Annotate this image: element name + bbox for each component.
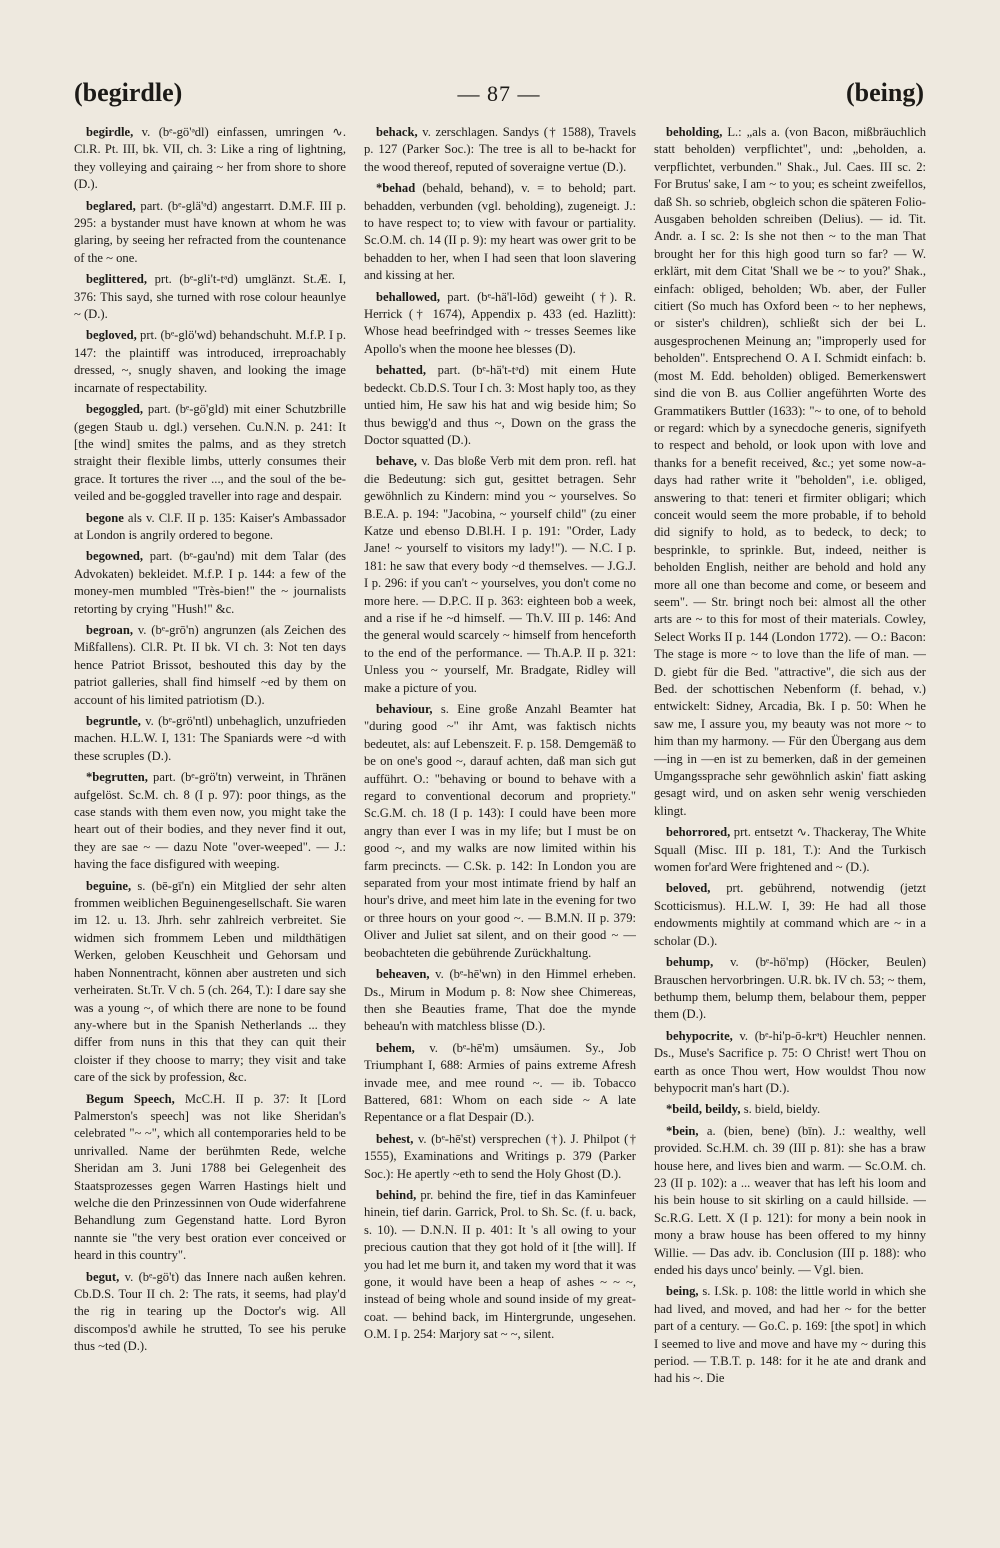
entry-text: prt. entsetzt ∿. Thackeray, The White Squall (Misc. III p. 181, T.): And the Turkisch women for'ard Were frightened and ~ (D.). [654,825,926,875]
entry-text: part. (bᵉ-glä'ᵊd) angestarrt. D.M.F. III p. 295: a bystander must have known at whom he was glaring, by seeing her refracted from the countenance of the ~ one. [74,198,346,265]
dictionary-entry [74,271,346,323]
entry-text: L.: „als a. (von Bacon, mißbräuchlich statt beholden) verpflichtet", und: „beholden, a. verpflichtet, verbunden." Shak., Jul. Caes. III sc. 2: For Brutus' sake, I am ~ to you; es scheint zweifellos, daß Sh. so schrieb, obgleich schon die späteren Folio-Ausgaben beholden schreiben (Delius). — id. Tit. Andr. a. I sc. 2: Is she not then ~ to the man That brought her for this high good turn so far? — W. erklärt, mit dem Citat 'Shall we be ~ to you?' Shak., einfach: obliged, beholden; Wb. aber, der Fuller citiert (So much has Oxford been ~ to her nephews, or sister's children), schließt sich der bei L. ausgesprochenen Meinung an; "improperly used for beholden". Entsprechend O. A I. Schmidt einfach: b. (most M. Edd. beholden) obliged. Bemerkenswert sind die von B. aus Collier angeführten Worte des Grammatikers Buttler (1633): "~ to one, of to behold or regard: which by a synecdoche generis, signifyeth to respect and behold, or look upon with love and thanks for a benefit received, &c.; yet some now-a-days had rather write it "beholden", i.e. obliged, answering to that: teneri et firmiter obligari; which conceit would seem the more probable, if to behold did signify to hold, as to bedeck, to deck; to besprinkle, to sprinkle. But, indeed, neither is beholden English, neither are behold and hold any more all one than become and come, or beseem and seem". — Str. bringt noch bei: almost all the other arts are ~ to this for most of their materials. Cowley, Select Works II p. 144 (London 1772). — O.: Bacon: The stage is more ~ to love than the life of man. — D. giebt für die Bed. "attractive", die sich aus der Bed. der schottischen Nebenform (f. behad, v.) entwickelt: Sidney, Arcadia, Bk. I p. 50: When he saw me, I assure you, my beauty was not more ~ to him than my harmony. — Für den Übergang aus dem —ing in —en ist zu bemerken, daß in der gemeinen Umgangssprache sehr gewöhnlich askin' fiatt asking gesagt wird, und on asken sehr wenig verschieden klingt. [654,125,926,818]
entry-headword: Begum Speech, [86,1091,175,1106]
header-right-catchword: (being) [846,78,924,107]
entry-text: v. (bᵉ-hö'mp) (Höcker, Beulen) Brauschen hervorbringen. U.R. bk. IV ch. 53; ~ them, bethump them, belump them, belabour them, pepper them (D.). [654,955,926,1022]
entry-text: pr. behind the fire, tief in das Kaminfeuer hinein, tief darin. Garrick, Prol. to Sh. Sc. (f. u. back, s. 10). — D.N.N. II p. 401: It 's all owing to your precious caution that they got hold of it [the will]. If you had let me burn it, and taken my word that it was gone, it would have been a heap of ashes ~ ~ ~, instead of being whole and sound inside of my great-coat. — behind back, im Hintergrunde, ungesehen. O.M. I p. 254: Marjory sat ~ ~, silent. [364,1187,636,1342]
page-number: — 87 — [457,81,541,106]
entry-headword: beloved, [666,881,711,896]
entry-headword: behallowed, [376,289,441,304]
entry-headword: begroan, [86,622,133,637]
entry-text: v. (bᵉ-hē'm) umsäumen. Sy., Job Triumphant I, 688: Armies of pains extreme Afresh invade mee, and mee round ~. — ib. Tobacco Battered, 681: Whom on each side ~ A late Repentance or a flat Despair (D.). [364,1040,636,1125]
entry-headword: behypocrite, [666,1028,733,1043]
entry-headword: begirdle, [86,125,134,139]
dictionary-entry [74,401,346,505]
entry-headword: beglared, [86,198,136,213]
entry-text: v. zerschlagen. Sandys († 1588), Travels p. 127 (Parker Soc.): The tree is all to be-hackt for the wood thereof, reputed of soveraigne vertue (D.). [364,125,636,174]
dictionary-entry [364,289,636,359]
dictionary-entry [74,878,346,1087]
entry-text: v. (bᵉ-gö'ᵊdl) einfassen, umringen ∿. Cl.R. Pt. III, bk. VII, ch. 3: Like a ring of lightning, they volleying and çairaing ~ her from shore to shore (D.). [74,125,346,192]
entry-text: prt. (bᵉ-gli't-tᵊd) umglänzt. St.Æ. I, 376: This sayd, she turned with rose colour heaunlye ~ (D.). [74,272,346,322]
column-1 [74,124,346,1504]
entry-headword: being, [666,1284,699,1299]
entry-text: als v. Cl.F. II p. 135: Kaiser's Ambassador at London is angrily ordered to begone. [74,510,346,542]
entry-text: McC.H. II p. 37: It [Lord Palmerston's speech] was not like Sheridan's celebrated "~ ~", which all contemporaries held to be unrivalled. Name der berühmten Rede, welche Sheridan am 3. Juni 1788 bei Gelegenheit des Staatsprozesses gegen Warren Hastings hielt und welche die den Prinzessinnen von Oude widerfahrene Behandlung zum Gegenstand hatte. Lord Byron nannte sie "the very best oration ever conceived or heard in this country". [74,1091,346,1263]
entry-headword: begoggled, [86,402,144,417]
page-header [74,78,924,118]
entry-headword: beheaven, [376,967,430,982]
entry-headword: beglittered, [86,272,147,287]
entry-headword: behest, [376,1131,414,1146]
entry-headword: beguine, [86,878,132,893]
entry-headword: behorrored, [666,825,731,840]
dictionary-entry [364,966,636,1036]
entry-text: v. (bᵉ-hē'wn) in den Himmel erheben. Ds., Mirum in Modum p. 8: Now shee Chimereas, then she Beauties frame, That doe the mynde beheau'n with matchless blisse (D.). [364,967,636,1034]
entry-text: a. (bien, bene) (bīn). J.: wealthy, well provided. Sc.H.M. ch. 39 (III p. 81): she has a braw house here, and lives bien and warm. — Sc.O.M. ch. 23 (II p. 102): a ... weaver that has left his loom and his bein house to sit skirling on a cauld hillside. — Sc.R.G. Lett. X (I p. 121): for mony a bein nook in mony a braw house has been offered to my hinny Willie. — Das adv. ib. Conclusion (III p. 188): who ended his days unco' beinly. — Vgl. bien. [654,1123,926,1277]
dictionary-entry [364,1187,636,1344]
entry-text: s. bield, bieldy. [740,1102,821,1117]
column-3 [654,124,926,1504]
entry-text: v. (bᵉ-hē'st) versprechen (†). J. Philpot († 1555), Examinations and Writings p. 379 (Parker Soc.): He apertly ~eth to send the Holy Ghost (D.). [364,1131,636,1181]
dictionary-entry [654,880,926,950]
dictionary-entry [74,1091,346,1265]
entry-headword: behump, [666,955,714,970]
entry-headword: *beild, beildy, [666,1102,741,1117]
text-columns [74,124,926,1504]
dictionary-entry [74,510,346,545]
dictionary-entry [74,124,346,194]
entry-text: (behald, behand), v. = to behold; part. behadden, verbunden (vgl. beholding), zugeneigt. J.: to have respect to; to view with favour or partiality. Sc.O.M. ch. 14 (II p. 9): my heart was ower grit to be behadden to her, when I had seen that loon slavering and kissing at her. [364,181,636,283]
entry-headword: behaviour, [376,702,433,716]
entry-headword: behatted, [376,363,427,378]
dictionary-entry [654,954,926,1024]
entry-headword: *behad [376,181,416,196]
dictionary-entry [74,327,346,397]
dictionary-entry [654,824,926,876]
dictionary-entry [364,362,636,449]
entry-text: part. (bᵉ-grö'tn) verweint, in Thränen aufgelöst. Sc.M. ch. 8 (I p. 97): poor things, as the case stands with them even now, you might take the heart out of their bodies, and they never find it out, they are sae ~ — dazu Note "over-weeped". — J.: having the face disfigured with weeping. [74,770,346,872]
entry-text: v. (bᵉ-gö't) das Innere nach außen kehren. Cb.D.S. Tour II ch. 2: The rats, it seems, had play'd the rig in tearing up the Doctor's wig. All discompos'd awhile he strutted, To see his peruke thus ~ted (D.). [74,1269,346,1354]
dictionary-entry [654,1123,926,1280]
entry-text: v. (bᵉ-grö'ntl) unbehaglich, unzufrieden machen. H.L.W. I, 131: The Spaniards were ~d with these scruples (D.). [74,714,346,763]
dictionary-entry [364,180,636,284]
entry-text: part. (bᵉ-gau'nd) mit dem Talar (des Advokaten) bekleidet. M.f.P. I p. 144: a few of the money-men mumbled "Très-bien!" the ~ journalists retorting by crying "Hush!" &c. [74,549,346,616]
entry-text: v. (bᵉ-hi'p-ō-krᵊt) Heuchler nennen. Ds., Muse's Sacrifice p. 75: O Christ! wert Thou on earth as once Thou wert, How wouldst Thou now behypocrit man's hart (D.). [654,1028,926,1095]
dictionary-entry [364,453,636,697]
dictionary-entry [364,1131,636,1183]
dictionary-entry [364,1040,636,1127]
entry-headword: *bein, [666,1123,699,1138]
dictionary-entry [364,701,636,962]
dictionary-entry [654,1283,926,1387]
entry-headword: behack, [376,125,418,139]
entry-text: v. (bᵉ-grō'n) angrunzen (als Zeichen des Mißfallens). Cl.R. Pt. II bk. VI ch. 3: Not ten days hence Patriot Brissot, beshouted this day by the patriot galleries, shall find himself ~ed by them on account of his limited patriotism (D.). [74,622,346,707]
dictionary-entry [654,1028,926,1098]
entry-text: v. Das bloße Verb mit dem pron. refl. hat die Bedeutung: sich gut, gesittet betragen. Sehr gewöhnlich zu Kindern: mind you ~ yourselves. So B.E.A. p. 194: "Jacobina, ~ yourself child" (zu einer Katze und ebenso D.Bl.H. I p. 191: "Order, Lady Jane! ~ yourself to visitors my lady!"). — N.C. I p. 181: he saw that every body ~d themselves. — J.G.J. I p. 296: if you can't ~ yourselves, you don't come no more here. — D.P.C. II p. 363: eighteen bob a week, and a rise if he ~d himself. — Th.V. III p. 146: And the general would scarcely ~ himself from henceforth to the end of the performance. — Th.A.P. II p. 321: Unless you ~ yourself, Mr. Bradgate, Ridley will make a picture of you. [364,454,636,695]
entry-headword: begloved, [86,328,137,343]
entry-text: prt. (bᵉ-glö'wd) behandschuht. M.f.P. I p. 147: the plaintiff was introduced, irreproachably dressed, ~, snugly shaven, and looking the image incarnate of respectability. [74,328,346,395]
dictionary-entry [654,1101,926,1118]
entry-text: part. (bᵉ-hä't-tᵊd) mit einem Hute bedeckt. Cb.D.S. Tour I ch. 3: Most haply too, as they untied him, He saw his hat and wig beside him; So thus bewigg'd and thus ~, Down on the grass the Doctor squatted (D.). [364,363,636,447]
entry-headword: behem, [376,1040,415,1055]
dictionary-entry [74,713,346,765]
dictionary-entry [654,124,926,820]
dictionary-entry [74,769,346,873]
entry-text: s. (bē-gī'n) ein Mitglied der sehr alten frommen weiblichen Beguinengesellschaft. Sie waren im 12. u. 13. Jhrh. sehr zahlreich verbreitet. Sie widmen sich frommem Leben und mildthätigen Werken, geloben Keuschheit und Gehorsam und haben Nonnentracht, können aber austreten und sich verheiraten. St.Tr. V ch. 5 (ch. 264, T.): I dare say she was a young ~, of which there are none to be found any-where but in the Spanish Netherlands ... they differ from nuns in this that they can quit their cloister if they choose to marry; they visit and take care of the sick by profession, &c. [74,878,346,1085]
header-left-catchword: (begirdle) [74,78,183,107]
entry-headword: begruntle, [86,714,141,728]
entry-text: part. (bᵉ-gö'gld) mit einer Schutzbrille (gegen Staub u. dgl.) versehen. Cu.N.N. p. 241: It [the wind] smites the palms, and as they stretch straight their flexible limbs, utterly consumes their grace. It tortures the river ..., and the soul of the be-veiled and be-goggled traveller into rage and despair. [74,402,346,504]
entry-text: prt. gebührend, notwendig (jetzt Scotticismus). H.L.W. I, 39: He had all those endowments mightily at command which are ~ in a scholar (D.). [654,881,926,948]
entry-headword: begowned, [86,549,144,564]
dictionary-entry [74,548,346,618]
column-2 [364,124,636,1504]
entry-text: s. Eine große Anzahl Beamter hat "during good ~" ihr Amt, was faktisch nichts bedeutet, als: auf Lebenszeit. F. p. 158. Demgemäß to be on one's good ~, darauf achten, daß man sich gut aufführt. O.: "behaving or bound to behave with a regard to conventional decorum and propriety." Sc.G.M. ch. 18 (I p. 143): I could have been more angry than ever I was in my life; but I must be on good ~, and my walks are now limited within his farm precincts. — C.Sk. p. 142: In London you are separated from your most intimate friend by half an hour's drive, and meet him late in the evening for two or three hours on your good ~. — B.M.N. II p. 379: Oliver and Juliet sat silent, and on their good ~ — beobachteten die gebührende Zurückhaltung. [364,702,636,960]
entry-text: part. (bᵉ-hä'l-lōd) geweiht (†). R. Herrick († 1674), Appendix p. 433 (ed. Hazlitt): Whose head beefrindged with ~ tresses Seemes like Apollo's when the moone hee blesses (D). [364,289,636,356]
entry-headword: *begrutten, [86,770,148,785]
entry-headword: behave, [376,454,417,469]
entry-headword: behind, [376,1187,417,1202]
dictionary-entry [74,198,346,268]
entry-headword: begone [86,510,124,525]
entry-text: s. I.Sk. p. 108: the little world in which she had lived, and moved, and had her ~ for the better part of a century. — Go.C. p. 169: [the spot] in which I seemed to live and move and have my ~ during this period. — T.B.T. p. 148: for it he ate and drank and had his ~. Die [654,1284,926,1386]
dictionary-entry [74,622,346,709]
entry-headword: begut, [86,1269,120,1284]
dictionary-entry [74,1269,346,1356]
dictionary-entry [364,124,636,176]
entry-headword: beholding, [666,125,723,139]
